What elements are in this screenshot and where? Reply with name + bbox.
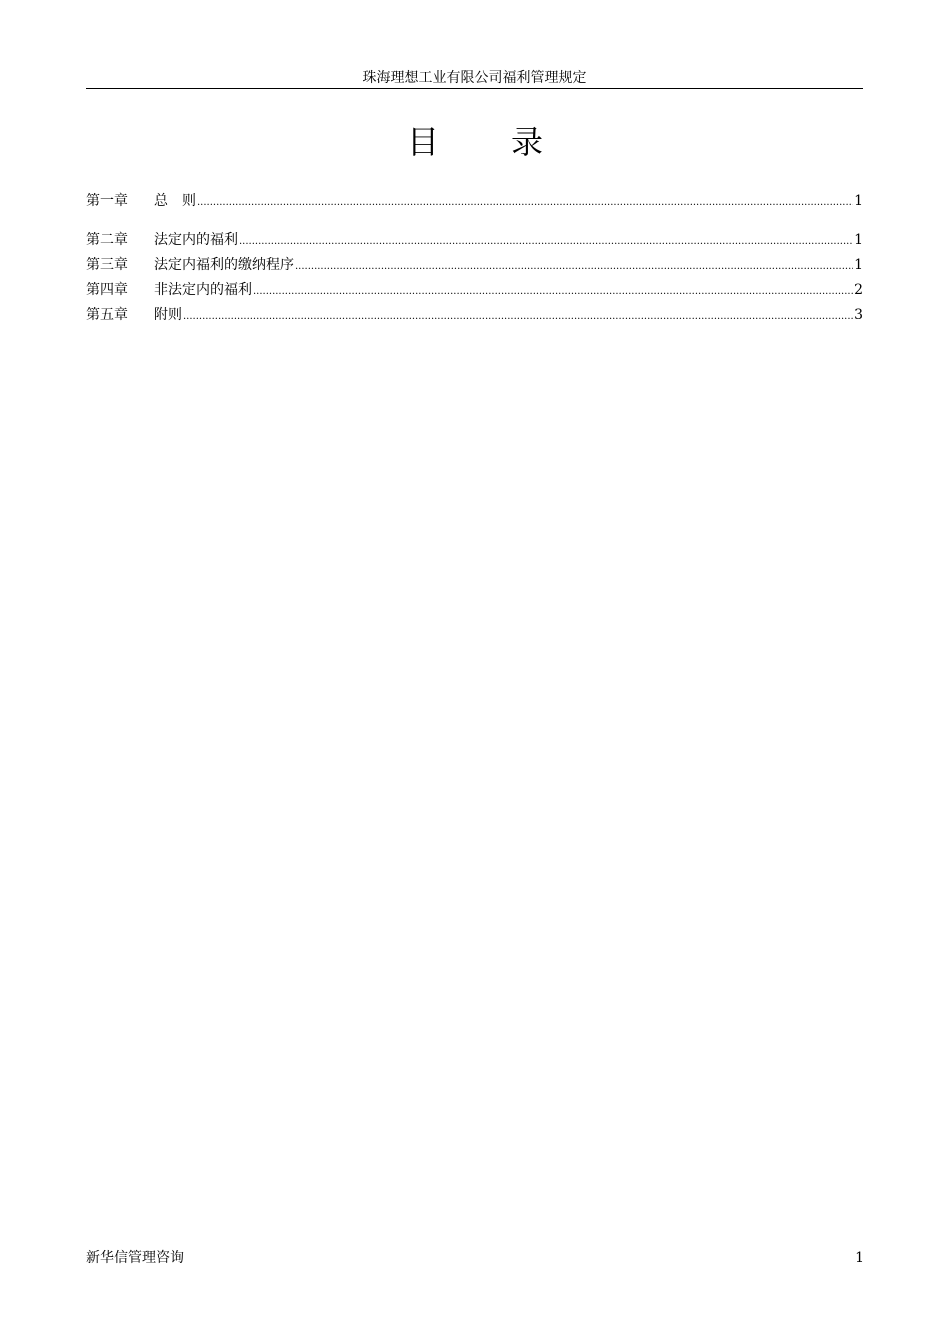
page-header xyxy=(86,68,863,89)
toc-page-number: 3 xyxy=(854,307,863,323)
toc-page-number: 1 xyxy=(854,193,863,209)
toc-chapter-label: 第一章 xyxy=(86,193,128,209)
toc-chapter-label: 第四章 xyxy=(86,282,128,298)
toc-page-number: 2 xyxy=(854,282,863,298)
toc-title-part1: 目 xyxy=(406,123,439,161)
toc-entry-chapter-3[interactable] xyxy=(86,254,863,279)
toc-entry-text: 非法定内的福利 xyxy=(154,282,252,298)
toc-dot-leader xyxy=(253,281,853,303)
toc-dot-leader xyxy=(197,192,853,214)
toc-entry-text: 法定内福利的缴纳程序 xyxy=(154,257,294,273)
toc-entry-chapter-5[interactable] xyxy=(86,304,863,329)
toc-dot-leader xyxy=(239,231,853,253)
toc-entry-chapter-1[interactable] xyxy=(86,190,863,215)
toc-entry-text: 附则 xyxy=(154,307,182,323)
toc-title xyxy=(0,120,950,164)
toc-chapter-label: 第三章 xyxy=(86,257,128,273)
toc-chapter-label: 第五章 xyxy=(86,307,128,323)
toc-entry-text: 总 则 xyxy=(154,193,196,209)
footer-company: 新华信管理咨询 xyxy=(86,1250,184,1266)
table-of-contents xyxy=(86,190,863,329)
toc-page-number: 1 xyxy=(854,232,863,248)
toc-dot-leader xyxy=(183,306,853,328)
toc-chapter-label: 第二章 xyxy=(86,232,128,248)
toc-entry-text: 法定内的福利 xyxy=(154,232,238,248)
toc-entry-chapter-4[interactable] xyxy=(86,279,863,304)
toc-page-number: 1 xyxy=(854,257,863,273)
document-title: 珠海理想工业有限公司福利管理规定 xyxy=(362,70,587,86)
footer-page-number: 1 xyxy=(855,1250,864,1266)
toc-title-part2: 录 xyxy=(511,123,544,161)
toc-dot-leader xyxy=(295,256,853,278)
toc-entry-chapter-2[interactable] xyxy=(86,229,863,254)
